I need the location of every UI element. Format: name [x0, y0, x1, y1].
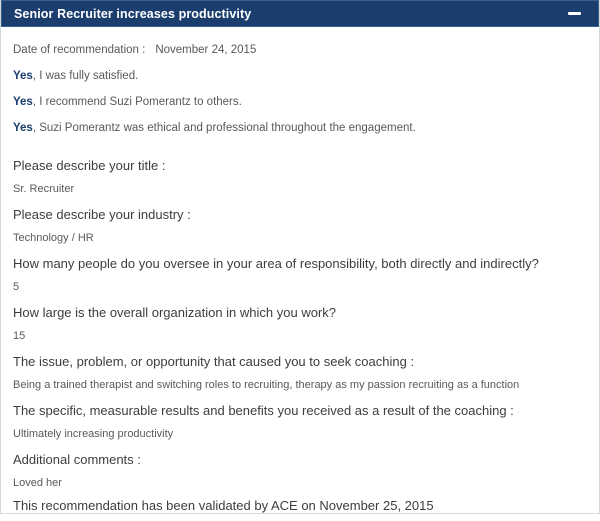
panel-header[interactable] [1, 0, 599, 27]
collapse-button[interactable] [564, 4, 584, 24]
question-issue: The issue, problem, or opportunity that caused you to seek coaching : [13, 354, 415, 369]
answer-organization-size: 15 [13, 330, 26, 342]
affirmation-recommend [13, 95, 587, 109]
yes-label: Yes [13, 122, 33, 134]
yes-label: Yes [13, 70, 33, 82]
yes-label: Yes [13, 96, 33, 108]
question-additional-comments: Additional comments : [13, 452, 141, 467]
question-results: The specific, measurable results and benefits you received as a result of the coaching : [13, 403, 514, 418]
date-value: November 24, 2015 [155, 44, 257, 56]
affirmation-text: , Suzi Pomerantz was ethical and professional throughout the engagement. [32, 122, 416, 134]
affirmation-ethical [13, 121, 587, 135]
affirmation-text: , I recommend Suzi Pomerantz to others. [32, 96, 242, 108]
question-people-overseen: How many people do you oversee in your area of responsibility, both directly and indirectly? [13, 256, 539, 271]
affirmation-satisfied [13, 69, 587, 83]
answer-title: Sr. Recruiter [13, 183, 75, 195]
question-industry: Please describe your industry : [13, 207, 191, 222]
date-label: Date of recommendation : [13, 44, 146, 56]
panel-title: Senior Recruiter increases productivity [14, 6, 252, 21]
minus-icon [568, 12, 581, 15]
answer-results: Ultimately increasing productivity [13, 428, 174, 440]
recommendation-date-line [13, 43, 587, 57]
affirmation-text: , I was fully satisfied. [32, 70, 139, 82]
validation-statement: This recommendation has been validated by ACE on November 25, 2015 [13, 498, 434, 513]
answer-people-overseen: 5 [13, 281, 20, 293]
answer-industry: Technology / HR [13, 232, 94, 244]
question-title: Please describe your title : [13, 158, 166, 173]
question-organization-size: How large is the overall organization in which you work? [13, 305, 336, 320]
panel-content [1, 27, 599, 521]
answer-additional-comments: Loved her [13, 477, 62, 489]
answer-issue: Being a trained therapist and switching roles to recruiting, therapy as my passion recruiting as a function [13, 379, 520, 391]
